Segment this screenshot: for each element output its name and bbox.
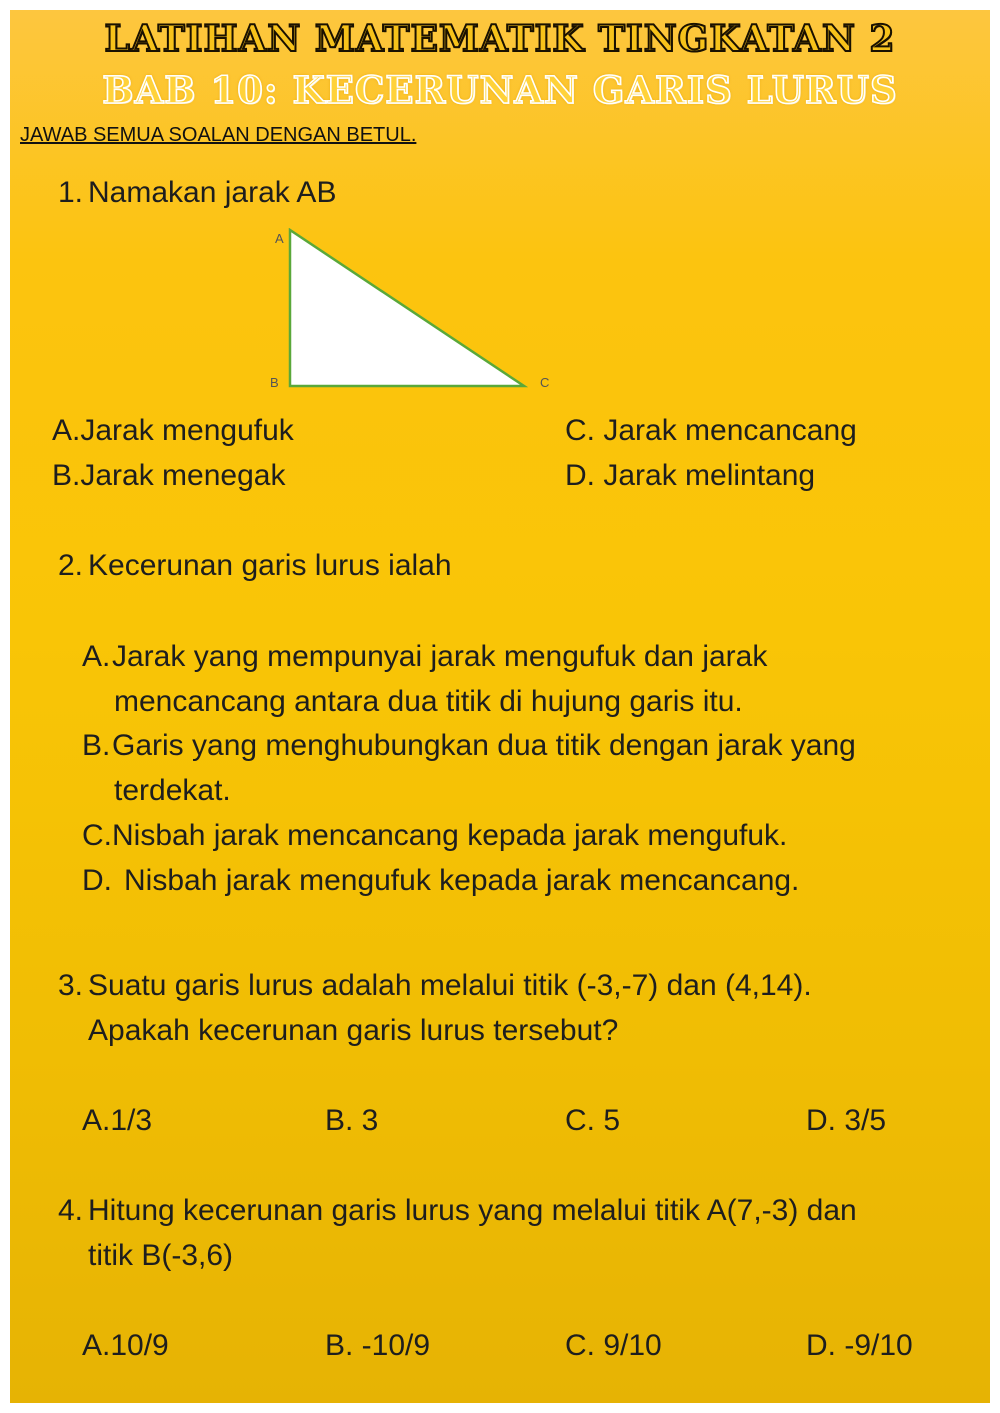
q4-option-b[interactable]: B. -10/9 <box>325 1329 431 1362</box>
vertex-label-c: C <box>540 375 550 390</box>
right-triangle-figure <box>288 228 528 390</box>
question-2 <box>58 543 452 589</box>
question-number: 2. <box>58 549 84 582</box>
q1-option-b[interactable]: B.Jarak menegak <box>52 459 286 492</box>
instruction-text: JAWAB SEMUA SOALAN DENGAN BETUL. <box>20 124 417 146</box>
question-4-continued: titik B(-3,6) <box>88 1239 234 1272</box>
option-text: Jarak yang mempunyai jarak mengufuk dan jarak <box>112 640 768 673</box>
q2-option-b[interactable] <box>82 723 856 769</box>
question-number: 4. <box>58 1194 84 1227</box>
q2-option-a[interactable] <box>82 634 767 680</box>
q1-option-d[interactable]: D. Jarak melintang <box>565 459 816 492</box>
option-label: D. <box>82 864 112 897</box>
q1-option-c[interactable]: C. Jarak mencancang <box>565 414 857 447</box>
q1-option-a[interactable]: A.Jarak mengufuk <box>52 414 294 447</box>
question-text: Hitung kecerunan garis lurus yang melalui titik A(7,-3) dan <box>88 1194 857 1227</box>
vertex-label-b: B <box>270 375 279 390</box>
q2-option-a-continued: mencancang antara dua titik di hujung garis itu. <box>114 685 743 718</box>
option-label: B. <box>82 729 111 762</box>
q2-option-b-continued: terdekat. <box>114 774 231 807</box>
q3-option-d[interactable]: D. 3/5 <box>806 1104 887 1137</box>
q4-option-a[interactable]: A.10/9 <box>82 1329 169 1362</box>
option-label: C. <box>82 819 112 852</box>
question-3 <box>58 963 812 1009</box>
option-text: Nisbah jarak mengufuk kepada jarak mencancang. <box>124 864 800 897</box>
option-text: Garis yang menghubungkan dua titik dengan jarak yang <box>112 729 856 762</box>
q3-option-c[interactable]: C. 5 <box>565 1104 621 1137</box>
worksheet-title: LATIHAN MATEMATIK TINGKATAN 2 <box>104 18 896 60</box>
q2-option-d[interactable] <box>82 858 799 904</box>
vertex-label-a: A <box>275 231 284 246</box>
question-number: 1. <box>58 176 84 209</box>
question-4 <box>58 1188 857 1234</box>
question-3-continued: Apakah kecerunan garis lurus tersebut? <box>88 1014 619 1047</box>
question-text: Namakan jarak AB <box>88 176 337 209</box>
q4-option-c[interactable]: C. 9/10 <box>565 1329 662 1362</box>
question-text: Kecerunan garis lurus ialah <box>88 549 452 582</box>
question-1 <box>58 170 336 216</box>
q3-option-b[interactable]: B. 3 <box>325 1104 379 1137</box>
chapter-subtitle: BAB 10: KECERUNAN GARIS LURUS <box>102 68 898 112</box>
option-text: Nisbah jarak mencancang kepada jarak mengufuk. <box>112 819 788 852</box>
triangle-abc <box>290 230 524 386</box>
q2-option-c[interactable] <box>82 813 787 859</box>
question-number: 3. <box>58 969 84 1002</box>
option-label: A. <box>82 640 111 673</box>
question-text: Suatu garis lurus adalah melalui titik (-3,-7) dan (4,14). <box>88 969 812 1002</box>
q3-option-a[interactable]: A.1/3 <box>82 1104 153 1137</box>
q4-option-d[interactable]: D. -9/10 <box>806 1329 913 1362</box>
